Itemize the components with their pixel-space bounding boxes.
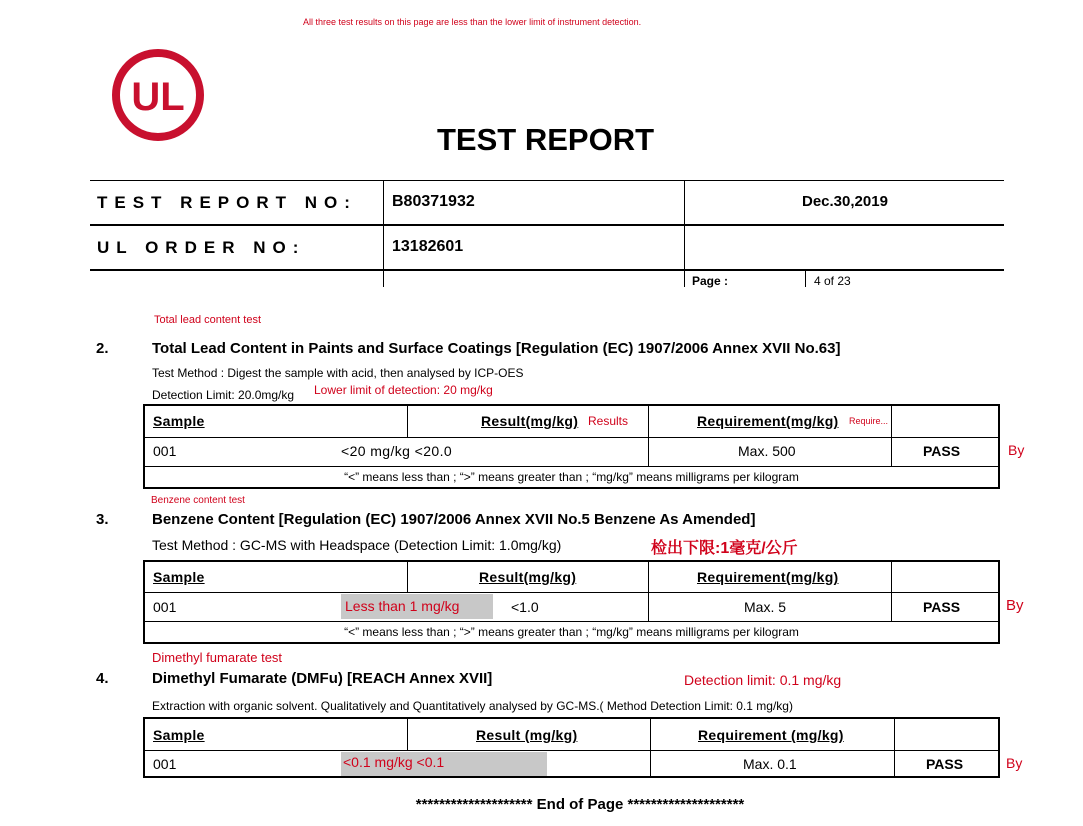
- header-col-divider-2: [684, 181, 685, 287]
- section4-detection-annotation: Detection limit: 0.1 mg/kg: [684, 672, 842, 688]
- section2-col-result-annotation: Results: [588, 414, 629, 428]
- section3-row-result-annotation: Less than 1 mg/kg: [341, 594, 493, 619]
- section4-row-sample: 001: [153, 756, 177, 772]
- section2-detection-annotation: Lower limit of detection: 20 mg/kg: [314, 383, 493, 397]
- section3-side-note: By: [1006, 597, 1024, 614]
- section4-number: 4.: [96, 670, 109, 687]
- header-rule-mid: [90, 224, 1004, 226]
- order-no-value: 13182601: [392, 238, 464, 255]
- section4-title: Dimethyl Fumarate (DMFu) [REACH Annex XVII]: [152, 670, 493, 687]
- section3-col-requirement: Requirement(mg/kg): [697, 569, 839, 585]
- section2-footnote: “<” means less than ; “>” means greater than ; “mg/kg” means milligrams per kilogram: [344, 470, 799, 484]
- section4-annotation: Dimethyl fumarate test: [152, 650, 283, 665]
- section2-row-requirement: Max. 500: [738, 443, 796, 459]
- report-no-value: B80371932: [392, 193, 475, 210]
- section3-method-annotation: 检出下限:1毫克/公斤: [651, 540, 798, 557]
- section4-col-result: Result (mg/kg): [476, 727, 578, 743]
- section3-col-sample: Sample: [153, 569, 205, 585]
- section2-method: Test Method : Digest the sample with acid, then analysed by ICP-OES: [152, 366, 524, 380]
- section2-col-result: Result(mg/kg): [481, 413, 579, 429]
- order-no-label: UL ORDER NO:: [97, 238, 306, 257]
- section4-col-sample: Sample: [153, 727, 205, 743]
- section2-col-requirement: Requirement(mg/kg): [697, 413, 839, 429]
- section3-method: Test Method : GC-MS with Headspace (Detection Limit: 1.0mg/kg): [152, 537, 562, 553]
- end-of-page: ******************** End of Page ********************: [415, 796, 745, 813]
- section2-detection-limit: Detection Limit: 20.0mg/kg: [152, 388, 295, 402]
- section2-col-requirement-annotation: Require...: [849, 416, 889, 426]
- page-title: TEST REPORT: [437, 122, 655, 157]
- section2-col-sample: Sample: [153, 413, 205, 429]
- section3-number: 3.: [96, 511, 109, 528]
- top-annotation: All three test results on this page are less than the lower limit of instrument detection.: [303, 17, 642, 27]
- section2-annotation: Total lead content test: [154, 314, 262, 326]
- section4-method: Extraction with organic solvent. Qualitatively and Quantitatively analysed by GC-MS.( Method Detection Limit: 0.1 mg/kg): [152, 699, 793, 713]
- section3-row-sample: 001: [153, 599, 177, 615]
- section3-table: [143, 560, 1000, 644]
- section4-side-note: By: [1006, 755, 1023, 771]
- section3-row-result: <1.0: [511, 599, 539, 615]
- section3-annotation: Benzene content test: [151, 495, 245, 506]
- section4-row-result: <0.1 mg/kg <0.1: [341, 752, 547, 776]
- report-date: Dec.30,2019: [802, 193, 888, 210]
- section2-title: Total Lead Content in Paints and Surface Coatings [Regulation (EC) 1907/2006 Annex XVII No.63]: [152, 340, 841, 357]
- page-label: Page :: [692, 274, 729, 288]
- section2-row-result: <20 mg/kg <20.0: [341, 443, 453, 459]
- ul-logo-text: UL: [131, 75, 185, 119]
- section3-title: Benzene Content [Regulation (EC) 1907/2006 Annex XVII No.5 Benzene As Amended]: [152, 511, 756, 528]
- section3-row-requirement: Max. 5: [744, 599, 787, 615]
- section4-table: [143, 717, 1000, 778]
- section2-side-note: By: [1008, 442, 1025, 458]
- section2-number: 2.: [96, 340, 109, 357]
- section3-footnote: “<” means less than ; “>” means greater than ; “mg/kg” means milligrams per kilogram: [344, 625, 799, 639]
- header-rule-top: [90, 180, 1004, 181]
- section3-row-verdict: PASS: [923, 599, 961, 615]
- page-value: 4 of 23: [814, 274, 851, 288]
- section3-col-result: Result(mg/kg): [479, 569, 577, 585]
- header-col-divider-1: [383, 181, 384, 287]
- header-col-divider-3: [805, 270, 806, 287]
- section2-row-verdict: PASS: [923, 443, 961, 459]
- header-rule-bottom: [90, 269, 1004, 271]
- section4-row-verdict: PASS: [926, 756, 964, 772]
- ul-logo: [111, 48, 205, 142]
- report-no-label: TEST REPORT NO:: [97, 193, 357, 212]
- section2-row-sample: 001: [153, 443, 177, 459]
- section4-col-requirement: Requirement (mg/kg): [698, 727, 844, 743]
- section2-table: [143, 404, 1000, 489]
- section4-row-requirement: Max. 0.1: [743, 756, 797, 772]
